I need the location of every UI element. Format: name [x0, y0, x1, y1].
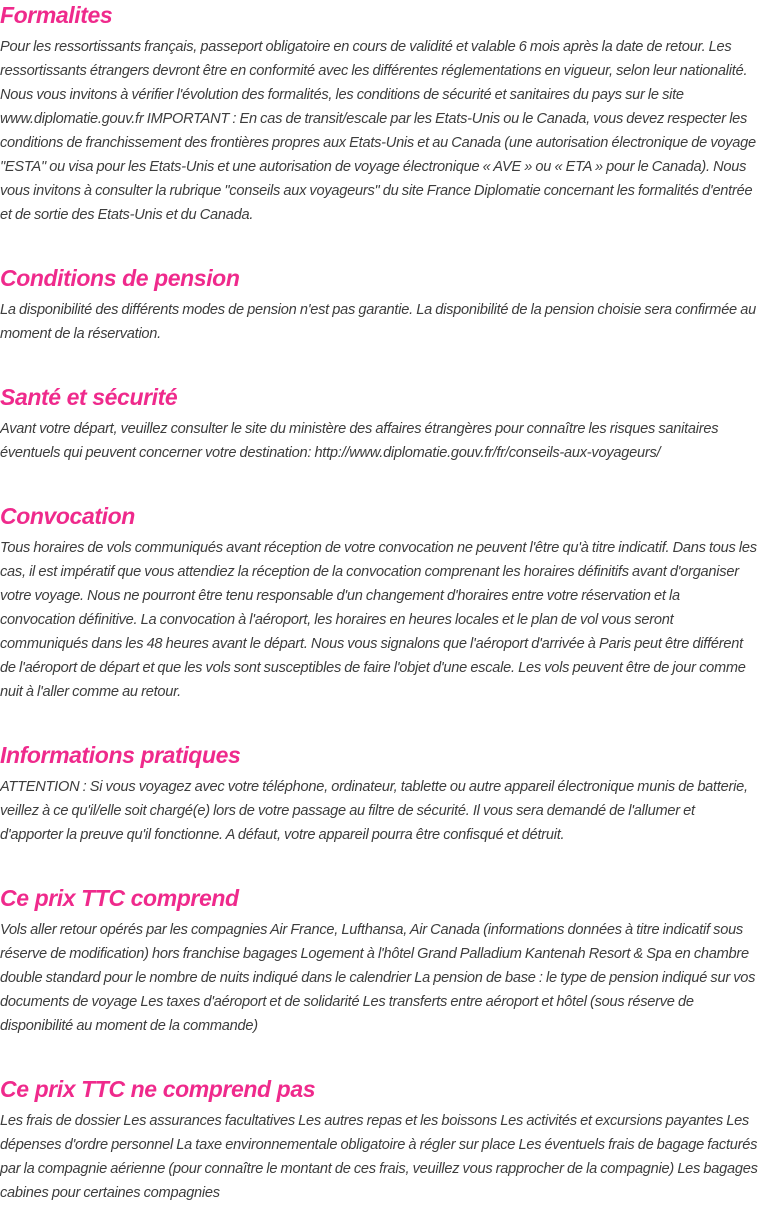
section-prix-ne-comprend-pas: [0, 1074, 758, 1205]
section-conditions-de-pension: [0, 263, 758, 346]
section-title: Santé et sécurité: [0, 384, 178, 410]
section-formalites: [0, 0, 758, 227]
section-title: Conditions de pension: [0, 265, 240, 291]
section-convocation: [0, 501, 758, 704]
section-title: Informations pratiques: [0, 742, 241, 768]
section-title: Formalites: [0, 2, 113, 28]
section-body: Tous horaires de vols communiqués avant réception de votre convocation ne peuvent l'être qu'à titre indicatif. Dans tous les cas, il est impératif que vous attendiez la réception de la convocation comprenant les horaires définitifs avant d'organiser votre voyage. Nous ne pourront être tenu responsable d'un changement d'horaires entre votre réservation et la convocation définitive. La convocation à l'aéroport, les horaires en heures locales et le plan de vol vous seront communiqués dans les 48 heures avant le départ. Nous vous signalons que l'aéroport d'arrivée à Paris peut être différent de l'aéroport de départ et que les vols sont susceptibles de faire l'objet d'une escale. Les vols peuvent être de jour comme nuit à l'aller comme au retour.: [0, 540, 757, 700]
section-body: Les frais de dossier Les assurances facultatives Les autres repas et les boissons Les activités et excursions payantes Les dépenses d'ordre personnel La taxe environnementale obligatoire à régler sur place Les éventuels frais de bagage facturés par la compagnie aérienne (pour connaître le montant de ces frais, veuillez vous rapprocher de la compagnie) Les bagages cabines pour certaines compagnies: [0, 1113, 758, 1201]
section-title: Ce prix TTC ne comprend pas: [0, 1076, 316, 1102]
section-sante-et-securite: [0, 382, 758, 465]
section-body: Avant votre départ, veuillez consulter le site du ministère des affaires étrangères pour connaître les risques sanitaires éventuels qui peuvent concerner votre destination: http://www.diplomatie.gouv.fr/fr/conseils-aux-voyageurs/: [0, 421, 719, 461]
section-body: Pour les ressortissants français, passeport obligatoire en cours de validité et valable 6 mois après la date de retour. Les ressortissants étrangers devront être en conformité avec les différentes réglementations en vigueur, selon leur nationalité. Nous vous invitons à vérifier l'évolution des formalités, les conditions de sécurité et sanitaires du pays sur le site www.diplomatie.gouv.fr IMPORTANT : En cas de transit/escale par les Etats-Unis ou le Canada, vous devez respecter les conditions de franchissement des frontières propres aux Etats-Unis et au Canada (une autorisation électronique de voyage "ESTA" ou visa pour les Etats-Unis et une autorisation de voyage électronique « AVE » ou « ETA » pour le Canada). Nous vous invitons à consulter la rubrique "conseils aux voyageurs" du site France Diplomatie concernant les formalités d'entrée et de sortie des Etats-Unis et du Canada.: [0, 39, 756, 223]
section-title: Ce prix TTC comprend: [0, 885, 239, 911]
section-body: Vols aller retour opérés par les compagnies Air France, Lufthansa, Air Canada (informations données à titre indicatif sous réserve de modification) hors franchise bagages Logement à l'hôtel Grand Palladium Kantenah Resort & Spa en chambre double standard pour le nombre de nuits indiqué dans le calendrier La pension de base : le type de pension indiqué sur vos documents de voyage Les taxes d'aéroport et de solidarité Les transferts entre aéroport et hôtel (sous réserve de disponibilité au moment de la commande): [0, 922, 756, 1034]
section-body: La disponibilité des différents modes de pension n'est pas garantie. La disponibilité de la pension choisie sera confirmée au moment de la réservation.: [0, 302, 756, 342]
section-title: Convocation: [0, 503, 135, 529]
section-body: ATTENTION : Si vous voyagez avec votre téléphone, ordinateur, tablette ou autre appareil électronique munis de batterie, veillez à ce qu'il/elle soit chargé(e) lors de votre passage au filtre de sécurité. Il vous sera demandé de l'allumer et d'apporter la preuve qu'il fonctionne. A défaut, votre appareil pourra être confisqué et détruit.: [0, 779, 748, 843]
section-informations-pratiques: [0, 740, 758, 847]
section-prix-comprend: [0, 883, 758, 1038]
